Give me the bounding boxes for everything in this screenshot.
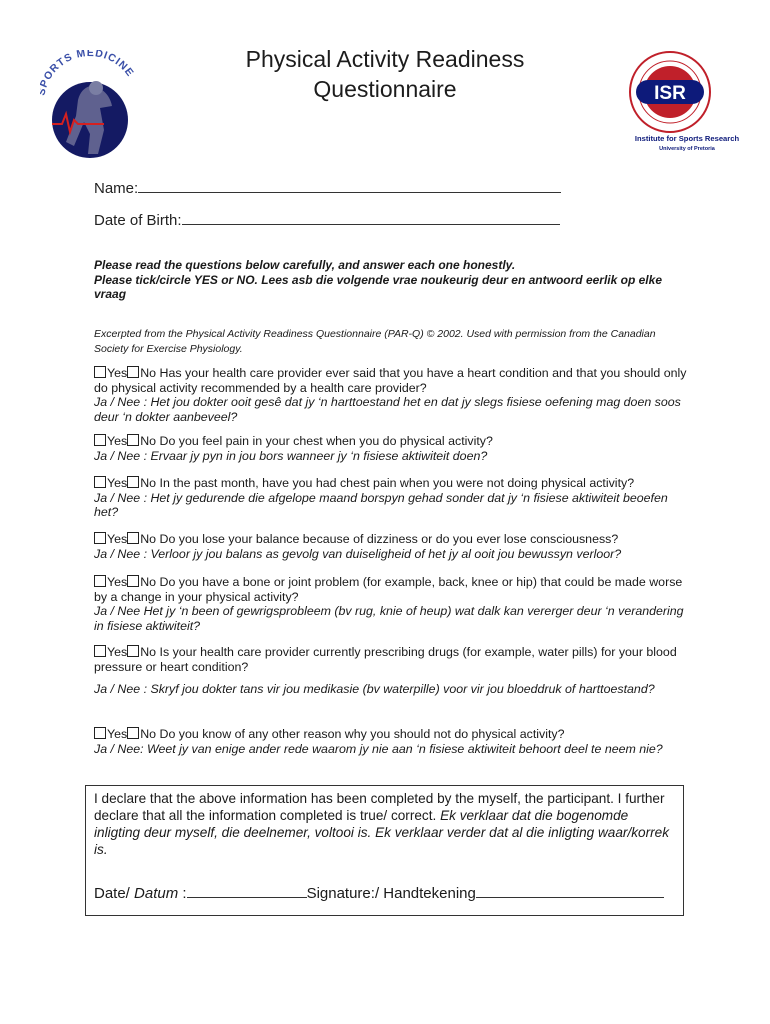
no-label: No	[140, 434, 157, 448]
dob-input-line[interactable]	[182, 210, 560, 225]
isr-logo	[618, 50, 758, 155]
date-label-af: Datum	[134, 885, 179, 902]
question-7	[94, 727, 689, 756]
signature-label: Signature:/ Handtekening	[306, 885, 476, 902]
question-en: In the past month, have you had chest pain when you were not doing physical activity?	[159, 476, 635, 490]
instructions-line-2: Please tick/circle YES or NO. Lees asb die volgende vrae noukeurig deur en antwoord eerlik op elke vraag	[94, 272, 662, 301]
question-3	[94, 476, 689, 520]
date-colon: :	[178, 885, 187, 902]
question-6	[94, 645, 689, 697]
instructions	[94, 258, 674, 302]
question-en: Is your health care provider currently prescribing drugs (for example, water pills) for your blood pressure or heart condition?	[94, 645, 677, 674]
no-label: No	[140, 532, 157, 546]
no-checkbox[interactable]	[127, 434, 139, 446]
question-af: Ja / Nee : Skryf jou dokter tans vir jou medikasie (bv waterpille) voor vir jou bloeddruk of harttoestand?	[94, 682, 655, 696]
no-checkbox[interactable]	[127, 532, 139, 544]
question-af: Ja / Nee : Het jy gedurende die afgelope maand borspyn gehad sonder dat jy ‘n fisiese aktiwiteit beoefen het?	[94, 490, 668, 519]
declaration-en: I declare that the above information has been completed by the myself, the participant. I further declare that all the information completed is true/ correct.	[94, 791, 665, 823]
question-af: Ja / Nee : Het jou dokter ooit gesê dat jy ‘n harttoestand het en dat jy slegs fisiese oefening mag doen soos deur ‘n dokter aanbeveel?	[94, 395, 681, 424]
excerpt-note: Excerpted from the Physical Activity Readiness Questionnaire (PAR-Q) © 2002. Used with permission from the Canadian Society for Exercise Physiology.	[94, 328, 656, 355]
date-signature-row	[94, 883, 664, 902]
no-checkbox[interactable]	[127, 575, 139, 587]
question-1	[94, 366, 689, 424]
isr-caption-1: Institute for Sports Research	[634, 134, 740, 143]
yes-checkbox[interactable]	[94, 476, 106, 488]
logo-arc-text: ORTS MEDICINE	[41, 50, 137, 83]
no-label: No	[140, 366, 157, 380]
signature-input-line[interactable]	[476, 883, 664, 898]
no-label: No	[140, 575, 157, 589]
no-label: No	[140, 645, 157, 659]
instructions-line-1: Please read the questions below carefully, and answer each one honestly.	[94, 258, 516, 272]
question-2	[94, 434, 689, 463]
declaration-text	[94, 790, 678, 858]
sports-medicine-logo	[40, 50, 140, 162]
question-en: Do you feel pain in your chest when you do physical activity?	[159, 434, 493, 448]
question-en: Do you have a bone or joint problem (for example, back, knee or hip) that could be made worse by a change in your physical activity?	[94, 575, 683, 604]
yes-checkbox[interactable]	[94, 575, 106, 587]
no-checkbox[interactable]	[127, 727, 139, 739]
date-input-line[interactable]	[187, 883, 307, 898]
title-line-2: Questionnaire	[313, 76, 457, 102]
name-input-line[interactable]	[138, 178, 561, 193]
yes-checkbox[interactable]	[94, 366, 106, 378]
question-af: Ja / Nee: Weet jy van enige ander rede waarom jy nie aan ‘n fisiese aktiwiteit behoort deel te neem nie?	[94, 741, 663, 756]
yes-label: Yes	[107, 476, 128, 490]
question-en: Has your health care provider ever said that you have a heart condition and that you should only do physical activity recommended by a health care provider?	[94, 366, 687, 395]
yes-label: Yes	[107, 575, 128, 589]
name-label: Name:	[94, 180, 139, 197]
question-4	[94, 532, 689, 561]
isr-initials: ISR	[654, 83, 686, 104]
yes-checkbox[interactable]	[94, 434, 106, 446]
name-field[interactable]	[94, 178, 561, 197]
dob-field[interactable]	[94, 210, 560, 229]
yes-label: Yes	[107, 645, 128, 659]
no-label: No	[140, 727, 157, 741]
title-line-1: Physical Activity Readiness	[245, 46, 525, 72]
yes-label: Yes	[107, 366, 128, 380]
question-af: Ja / Nee : Verloor jy jou balans as gevolg van duiseligheid of het jy al ooit jou bewussyn verloor?	[94, 546, 622, 561]
no-checkbox[interactable]	[127, 476, 139, 488]
isr-caption-2: University of Pretoria	[659, 146, 715, 152]
no-label: No	[140, 476, 157, 490]
yes-label: Yes	[107, 434, 128, 448]
yes-label: Yes	[107, 727, 128, 741]
no-checkbox[interactable]	[127, 366, 139, 378]
yes-label: Yes	[107, 532, 128, 546]
yes-checkbox[interactable]	[94, 532, 106, 544]
declaration-af: Ek verklaar dat die bogenomde inligting deur myself, die deelnemer, voltooi is. Ek verklaar verder dat al die inligting waar/korrek is.	[94, 808, 669, 857]
page-title	[190, 44, 580, 104]
no-checkbox[interactable]	[127, 645, 139, 657]
question-af: Ja / Nee : Ervaar jy pyn in jou bors wanneer jy ‘n fisiese aktiwiteit doen?	[94, 448, 488, 463]
yes-checkbox[interactable]	[94, 727, 106, 739]
question-af: Ja / Nee Het jy ‘n been of gewrigsprobleem (bv rug, knie of heup) wat dalk kan vererger deur ‘n verandering in fisiese aktiwiteit?	[94, 604, 684, 633]
date-label: Date/	[94, 885, 130, 902]
question-5	[94, 575, 689, 633]
question-en: Do you know of any other reason why you should not do physical activity?	[159, 727, 565, 741]
question-en: Do you lose your balance because of dizziness or do you ever lose consciousness?	[159, 532, 619, 546]
yes-checkbox[interactable]	[94, 645, 106, 657]
dob-label: Date of Birth:	[94, 212, 182, 229]
